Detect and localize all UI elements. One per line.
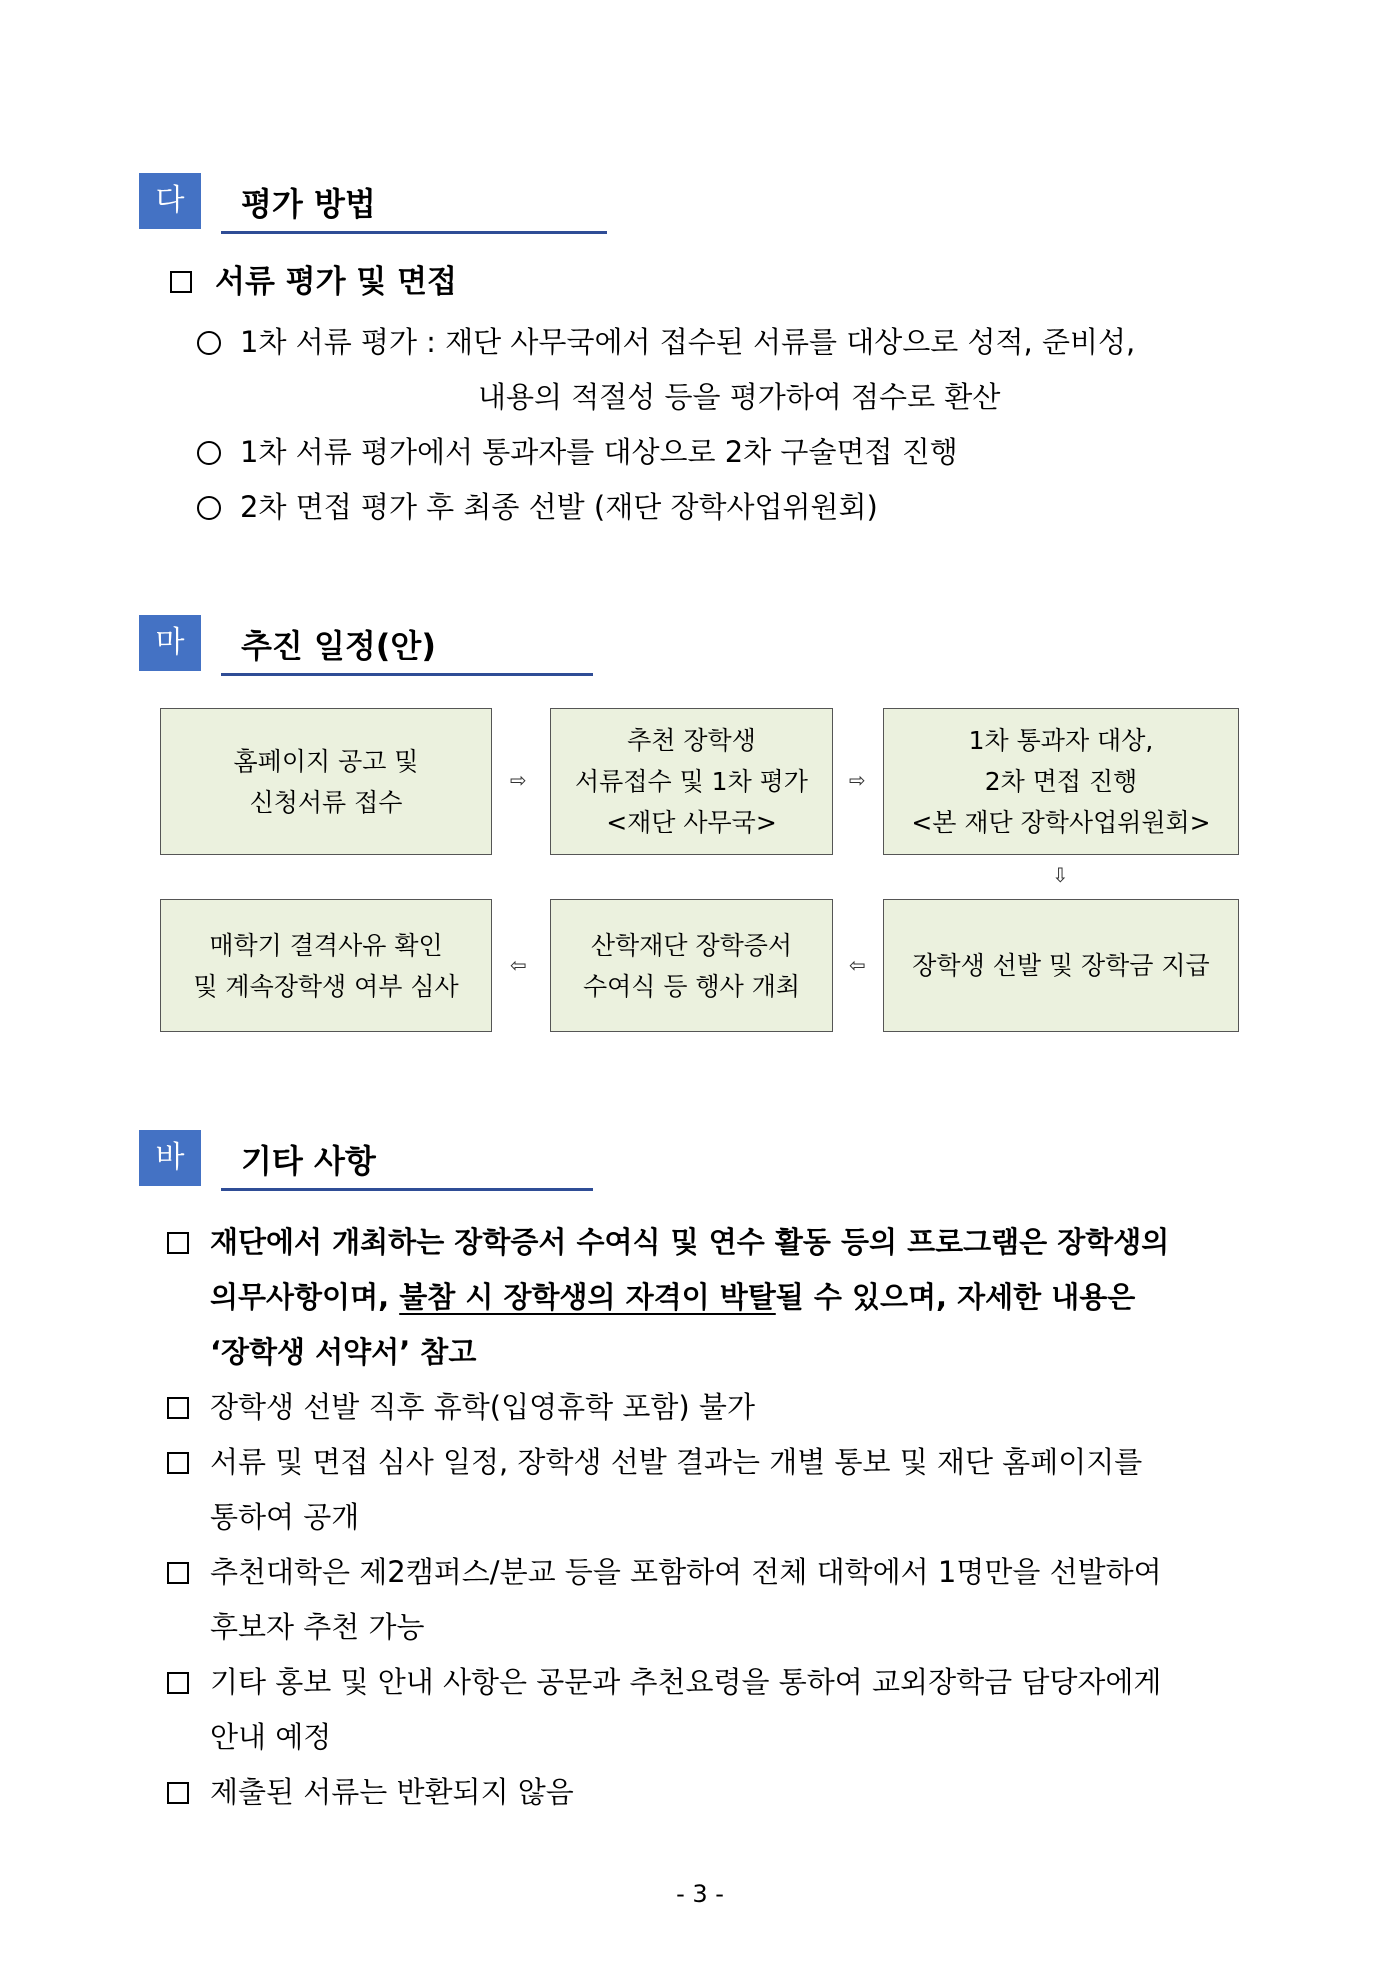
section-underline: [221, 673, 593, 676]
notice-text-continued: 통하여 공개: [210, 1500, 360, 1534]
flow-step-line: 산학재단 장학증서: [590, 930, 793, 960]
notice-text-part: 될 수 있으며, 자세한 내용은: [775, 1280, 1136, 1314]
checkbox-square-icon: [167, 1232, 189, 1254]
notice-text-underlined: 불참 시 장학생의 자격이 박탈: [399, 1280, 776, 1314]
notice-text: 장학생 선발 직후 휴학(입영휴학 포함) 불가: [210, 1390, 755, 1424]
circle-bullet-icon: [197, 441, 221, 465]
flow-step-line: 매학기 결격사유 확인: [209, 930, 443, 960]
flow-step-selection: [883, 899, 1239, 1032]
flow-step-line: 2차 면접 진행: [984, 767, 1138, 796]
flow-step-line: <재단 사무국>: [606, 808, 777, 837]
bullet-text: 2차 면접 평가 후 최종 선발 (재단 장학사업위원회): [240, 490, 878, 524]
flow-step-line: <본 재단 장학사업위원회>: [911, 808, 1211, 837]
flow-step-line: 수여식 등 행사 개최: [582, 971, 801, 1001]
notice-text-continued: 후보자 추천 가능: [210, 1610, 425, 1644]
flow-step-first-review: [550, 708, 833, 855]
bullet-text-continued: 내용의 적절성 등을 평가하여 점수로 환산: [478, 380, 1001, 414]
section-title: 추진 일정(안): [241, 627, 436, 665]
section-underline: [221, 1188, 593, 1191]
notice-text: 재단에서 개최하는 장학증서 수여식 및 연수 활동 등의 프로그램은 장학생의: [210, 1225, 1170, 1259]
notice-text-continued: 안내 예정: [210, 1720, 332, 1754]
subheading-evaluation: 서류 평가 및 면접: [215, 264, 457, 300]
notice-text: 제출된 서류는 반환되지 않음: [210, 1775, 574, 1809]
circle-bullet-icon: [197, 496, 221, 520]
notice-text-part: 의무사항이며,: [210, 1280, 400, 1314]
flow-step-line: 홈페이지 공고 및: [233, 746, 419, 776]
checkbox-square-icon: [167, 1397, 189, 1419]
checkbox-square-icon: [167, 1562, 189, 1584]
notice-text-continued: [210, 1277, 1135, 1317]
flow-step-line: 및 계속장학생 여부 심사: [193, 971, 459, 1001]
section-badge: 마: [139, 615, 201, 671]
section-title: 평가 방법: [241, 185, 376, 223]
checkbox-square-icon: [167, 1672, 189, 1694]
notice-text: 기타 홍보 및 안내 사항은 공문과 추천요령을 통하여 교외장학금 담당자에게: [210, 1665, 1162, 1699]
flow-step-line: 신청서류 접수: [249, 787, 403, 817]
checkbox-square-icon: [167, 1452, 189, 1474]
flow-step-announcement: [160, 708, 492, 855]
notice-text: 추천대학은 제2캠퍼스/분교 등을 포함하여 전체 대학에서 1명만을 선발하여: [210, 1555, 1162, 1589]
arrow-right-icon: ⇨: [849, 768, 866, 792]
flow-step-line: 장학생 선발 및 장학금 지급: [912, 951, 1210, 980]
section-underline: [221, 231, 607, 234]
arrow-down-icon: ⇩: [1052, 863, 1069, 887]
flow-step-line: 1차 통과자 대상,: [968, 726, 1154, 755]
flow-step-ceremony: [550, 899, 833, 1032]
flow-step-interview: [883, 708, 1239, 855]
checkbox-square-icon: [170, 271, 192, 293]
arrow-right-icon: ⇨: [510, 768, 527, 792]
section-badge: 바: [139, 1130, 201, 1186]
checkbox-square-icon: [167, 1782, 189, 1804]
notice-text: 서류 및 면접 심사 일정, 장학생 선발 결과는 개별 통보 및 재단 홈페이지를: [210, 1445, 1143, 1479]
page-number: - 3 -: [676, 1880, 724, 1908]
flow-step-line: 추천 장학생: [627, 726, 756, 755]
section-badge: 다: [139, 173, 201, 229]
arrow-left-icon: ⇦: [510, 953, 527, 977]
flow-step-continuing-review: [160, 899, 492, 1032]
circle-bullet-icon: [197, 331, 221, 355]
flow-step-line: 서류접수 및 1차 평가: [575, 767, 808, 796]
bullet-text: 1차 서류 평가 : 재단 사무국에서 접수된 서류를 대상으로 성적, 준비성,: [240, 325, 1136, 359]
arrow-left-icon: ⇦: [849, 953, 866, 977]
notice-text-continued: ‘장학생 서약서’ 참고: [210, 1335, 477, 1369]
bullet-text: 1차 서류 평가에서 통과자를 대상으로 2차 구술면접 진행: [240, 435, 958, 469]
section-title: 기타 사항: [241, 1142, 376, 1180]
